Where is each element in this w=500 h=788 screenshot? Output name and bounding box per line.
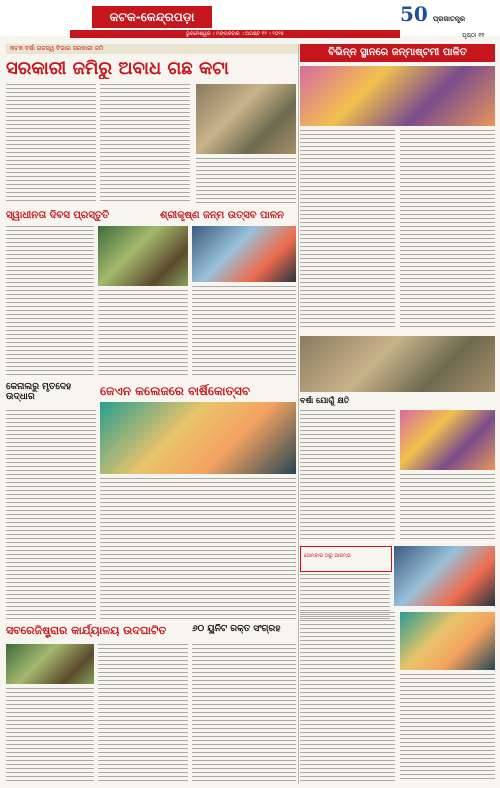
story-headline: ଶ୍ରୀକୃଷ୍ଣ ଜନ୍ମ ଉତ୍ସବ ପାଳନ bbox=[160, 210, 284, 221]
right-headline: ବିଭିନ୍ନ ସ୍ଥାନରେ ଜନ୍ମାଷ୍ଟମୀ ପାଳିତ bbox=[300, 44, 495, 62]
festival-photo bbox=[300, 66, 495, 126]
story-body bbox=[6, 688, 94, 782]
story-body bbox=[100, 478, 296, 620]
story-headline: ସ୍ୱାଧୀନତା ଦିବସ ପ୍ରସ୍ତୁତି bbox=[6, 210, 110, 221]
story-headline: ସବରେଜିଷ୍ଟ୍ରାର କାର୍ଯ୍ୟାଳୟ ଉଦଘାଟିତ bbox=[6, 624, 167, 637]
logo-number: 50 bbox=[400, 2, 428, 26]
story-photo bbox=[400, 612, 495, 670]
story-body bbox=[192, 644, 296, 782]
dateline: ଭୁବନେଶ୍ୱର । ମଙ୍ଗଳବାର । ଅଗଷ୍ଟ ୧୨ । ୨୦୨୫ bbox=[70, 30, 400, 38]
boxed-notice bbox=[300, 546, 392, 572]
story-headline: ବର୍ଷା ଯୋଗୁଁ କ୍ଷତି bbox=[300, 396, 350, 405]
story-photo bbox=[192, 226, 296, 282]
newspaper-logo bbox=[400, 2, 495, 32]
story-headline: ଜେଏନ କଲେଜରେ ବାର୍ଷିକୋତ୍ସବ bbox=[100, 384, 251, 398]
story-photo bbox=[300, 336, 495, 392]
page-number: ପୃଷ୍ଠା ୧୧ bbox=[462, 32, 485, 39]
story-headline: କେନାଲରୁ ମୃତଦେହ ଉଦ୍ଧାର bbox=[6, 382, 72, 402]
story-body bbox=[192, 286, 296, 376]
story-body bbox=[400, 130, 495, 330]
story-body bbox=[400, 674, 495, 782]
section-title: କଟକ-କେନ୍ଦ୍ରପଡ଼ା bbox=[92, 6, 212, 28]
college-photo bbox=[100, 402, 296, 474]
story-body bbox=[300, 612, 395, 782]
story-body bbox=[98, 290, 188, 376]
story-photo bbox=[98, 226, 188, 286]
story-photo bbox=[6, 644, 94, 684]
story-body bbox=[6, 84, 96, 204]
story-headline: ୬୦ ୟୁନିଟ ରକ୍ତ ସଂଗ୍ରହ bbox=[192, 624, 281, 634]
story-body bbox=[300, 130, 395, 330]
story-body bbox=[400, 474, 495, 540]
story-photo bbox=[196, 84, 296, 154]
story-body bbox=[196, 158, 296, 204]
logo-name: ପ୍ରଜାତନ୍ତ୍ର bbox=[432, 15, 466, 23]
story-photo bbox=[400, 410, 495, 470]
story-kicker: କଟକ ବର୍ଷା ରାଜସ୍ୱ ବିଭାଗ ସରକାରୀ ଜମି bbox=[6, 44, 300, 54]
story-body bbox=[300, 410, 395, 540]
boxed-notice-text: ସୋମବାର ଠାରୁ ଆରମ୍ଭ bbox=[304, 553, 351, 559]
story-body bbox=[6, 226, 94, 376]
story-body bbox=[6, 410, 96, 620]
column-divider bbox=[298, 44, 299, 784]
story-body bbox=[100, 84, 190, 204]
story-photo bbox=[394, 546, 495, 606]
main-headline: ସରକାରୀ ଜମିରୁ ଅବାଧ ଗଛ କଟା bbox=[6, 58, 229, 79]
story-body bbox=[98, 644, 188, 782]
